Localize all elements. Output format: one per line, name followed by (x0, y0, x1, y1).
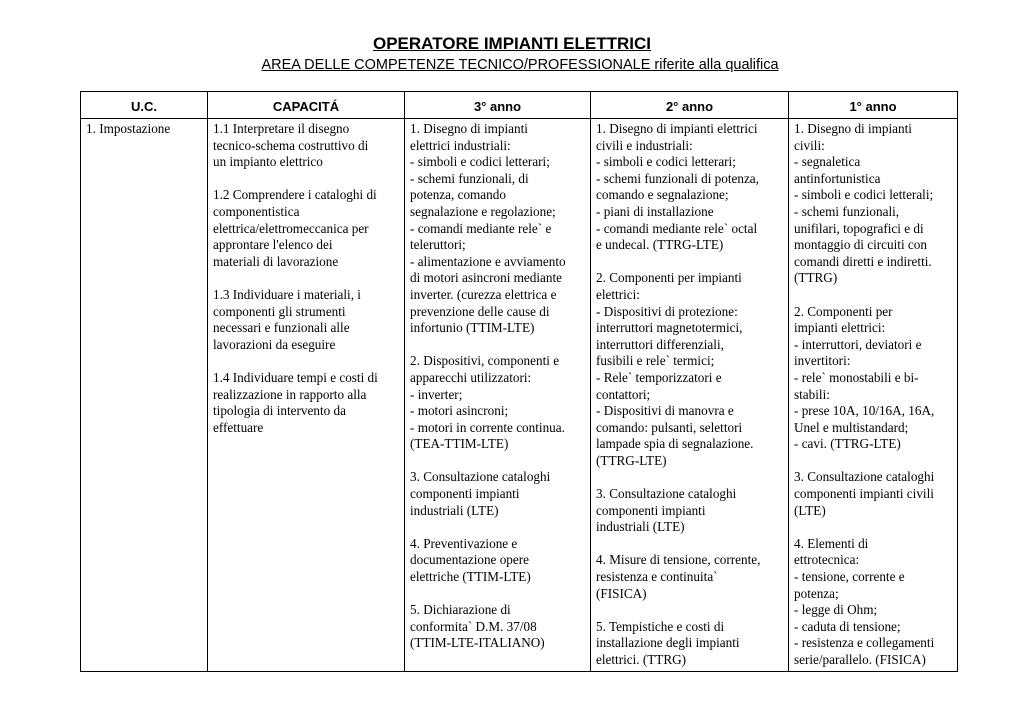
text-line: installazione degli impianti (596, 635, 740, 651)
text-line: - simboli e codici letterali; (794, 187, 934, 203)
header-row (81, 92, 958, 119)
text-line: 2. Dispositivi, componenti e (410, 353, 560, 369)
text-line: tecnico-schema costruttivo di (213, 137, 369, 153)
text-line: 3. Consultazione cataloghi (410, 469, 551, 485)
text-line: realizzazione in rapporto alla (213, 386, 367, 402)
text-line: 3. Consultazione cataloghi (596, 486, 737, 502)
text-line: e undecal. (TTRG-LTE) (596, 237, 724, 253)
list-item (213, 187, 400, 270)
text-line: comando: pulsanti, selettori (596, 419, 743, 435)
text-line: componenti impianti (596, 502, 706, 518)
text-line: - cavi. (TTRG-LTE) (794, 436, 901, 452)
text-line: componenti gli strumenti (213, 303, 346, 319)
text-line: (TTIM-LTE-ITALIANO) (410, 635, 545, 651)
text-line: interruttori magnetotermici, (596, 320, 743, 336)
cell-uc (81, 119, 208, 672)
text-line: elettrici: (596, 286, 640, 302)
text-line: tipologia di intervento da (213, 403, 346, 419)
text-line: (TTRG) (794, 270, 838, 286)
text-line: - simboli e codici letterari; (596, 154, 736, 170)
list-item (794, 469, 953, 519)
text-line: interruttori differenziali, (596, 336, 724, 352)
text-line: montaggio di circuiti con (794, 237, 927, 253)
cell-anno-3 (405, 119, 591, 672)
list-item (794, 121, 953, 287)
text-line: 2. Componenti per impianti (596, 270, 742, 286)
document-subtitle: AREA DELLE COMPETENZE TECNICO/PROFESSIONALE riferite alla qualifica (261, 57, 779, 73)
text-line: - resistenza e collegamenti (794, 635, 935, 651)
text-line: elettrica/elettromeccanica per (213, 220, 369, 236)
text-line: potenza, comando (410, 187, 506, 203)
text-line: - rele` monostabili e bi- (794, 369, 919, 385)
uc-label: 1. Impostazione (86, 121, 171, 136)
cell-anno-1 (789, 119, 958, 672)
text-line: - schemi funzionali, di (410, 170, 529, 186)
text-line: comando e segnalazione; (596, 187, 729, 203)
text-line: - Dispositivi di manovra e (596, 403, 734, 419)
text-line: - piani di installazione (596, 203, 714, 219)
text-line: materiali di lavorazione (213, 253, 339, 269)
text-line: civili e industriali: (596, 137, 693, 153)
header-uc: U.C. (81, 92, 208, 119)
text-line: - segnaletica (794, 154, 861, 170)
cell-capacita (208, 119, 405, 672)
text-line: conformita` D.M. 37/08 (410, 618, 537, 634)
text-line: (FISICA) (596, 585, 647, 601)
list-item (596, 619, 784, 669)
text-line: - motori in corrente continua. (410, 419, 565, 435)
document-title: OPERATORE IMPIANTI ELETTRICI (373, 34, 651, 53)
text-line: antinfortunistica (794, 170, 881, 186)
list-item (213, 370, 400, 436)
header-capacita: CAPACITÁ (208, 92, 405, 119)
text-line: elettrici. (TTRG) (596, 652, 687, 667)
text-line: resistenza e continuita` (596, 569, 718, 585)
list-item (410, 469, 586, 519)
text-line: civili: (794, 137, 825, 153)
text-line: di motori asincroni mediante (410, 270, 562, 286)
list-item (410, 602, 586, 652)
text-line: - interruttori, deviatori e (794, 336, 922, 352)
text-line: 1. Disegno di impianti elettrici (596, 121, 758, 136)
text-line: - caduta di tensione; (794, 618, 901, 634)
text-line: - inverter; (410, 386, 463, 402)
text-line: unifilari, topografici e di (794, 220, 924, 236)
text-line: - simboli e codici letterari; (410, 154, 550, 170)
text-line: lampade spia di segnalazione. (596, 436, 754, 452)
text-line: impianti elettrici: (794, 320, 886, 336)
list-item (596, 270, 784, 469)
list-item (410, 353, 586, 453)
text-line: 4. Misure di tensione, corrente, (596, 552, 761, 568)
text-line: componentistica (213, 203, 300, 219)
text-line: Unel e multistandard; (794, 419, 909, 435)
table-row (81, 119, 958, 672)
text-line: 1.2 Comprendere i cataloghi di (213, 187, 377, 203)
text-line: industriali (LTE) (596, 519, 685, 535)
text-line: - alimentazione e avviamento (410, 253, 566, 269)
text-line: - Rele` temporizzatori e (596, 369, 722, 385)
text-line: 1.4 Individuare tempi e costi di (213, 369, 378, 385)
text-line: comandi diretti e indiretti. (794, 253, 932, 269)
text-line: 1. Disegno di impianti (410, 121, 528, 136)
header-anno-3: 3° anno (405, 92, 591, 119)
text-line: elettrici industriali: (410, 137, 511, 153)
text-line: 4. Preventivazione e (410, 535, 518, 551)
list-item (410, 121, 586, 337)
text-line: teleruttori; (410, 237, 466, 253)
text-line: - legge di Ohm; (794, 602, 878, 618)
text-line: - Dispositivi di protezione: (596, 303, 738, 319)
text-line: industriali (LTE) (410, 502, 499, 518)
text-line: 1. Disegno di impianti (794, 121, 912, 136)
text-line: lavorazioni da eseguire (213, 336, 336, 352)
text-line: invertitori: (794, 353, 851, 369)
text-line: (TEA-TTIM-LTE) (410, 436, 509, 452)
text-line: 1.1 Interpretare il disegno (213, 121, 350, 136)
text-line: 5. Tempistiche e costi di (596, 618, 725, 634)
text-line: contattori; (596, 386, 651, 402)
text-line: necessari e funzionali alle (213, 320, 350, 336)
list-item (596, 552, 784, 602)
header-anno-2: 2° anno (591, 92, 789, 119)
text-line: stabili: (794, 386, 830, 402)
text-line: - comandi mediante rele` octal (596, 220, 758, 236)
text-line: serie/parallelo. (FISICA) (794, 652, 926, 667)
header-anno-1: 1° anno (789, 92, 958, 119)
text-line: inverter. (curezza elettrica e (410, 286, 557, 302)
list-item (213, 121, 400, 171)
text-line: (TTRG-LTE) (596, 452, 667, 468)
text-line: 5. Dichiarazione di (410, 602, 511, 618)
text-line: approntare l'elenco dei (213, 237, 333, 253)
text-line: effettuare (213, 419, 264, 435)
list-item (213, 287, 400, 353)
text-line: apparecchi utilizzatori: (410, 369, 532, 385)
text-line: infortunio (TTIM-LTE) (410, 320, 535, 336)
text-line: elettriche (TTIM-LTE) (410, 569, 531, 585)
list-item (596, 486, 784, 536)
text-line: componenti impianti civili (794, 486, 934, 502)
text-line: 1.3 Individuare i materiali, i (213, 286, 361, 302)
text-line: ettrotecnica: (794, 552, 860, 568)
cell-anno-2 (591, 119, 789, 672)
text-line: segnalazione e regolazione; (410, 203, 556, 219)
list-item (596, 121, 784, 254)
text-line: 2. Componenti per (794, 303, 893, 319)
text-line: componenti impianti (410, 486, 520, 502)
text-line: un impianto elettrico (213, 154, 323, 170)
list-item (410, 536, 586, 586)
text-line: - comandi mediante rele` e (410, 220, 552, 236)
text-line: - motori asincroni; (410, 403, 509, 419)
text-line: prevenzione delle cause di (410, 303, 550, 319)
text-line: - prese 10A, 10/16A, 16A, (794, 403, 935, 419)
text-line: documentazione opere (410, 552, 529, 568)
text-line: - tensione, corrente e (794, 569, 905, 585)
text-line: fusibili e rele` termici; (596, 353, 715, 369)
text-line: (LTE) (794, 502, 826, 518)
text-line: - schemi funzionali di potenza, (596, 170, 759, 186)
list-item (794, 536, 953, 669)
text-line: 3. Consultazione cataloghi (794, 469, 935, 485)
text-line: 4. Elementi di (794, 535, 869, 551)
text-line: potenza; (794, 585, 839, 601)
competence-table (80, 91, 958, 672)
text-line: - schemi funzionali, (794, 203, 900, 219)
list-item (794, 304, 953, 453)
